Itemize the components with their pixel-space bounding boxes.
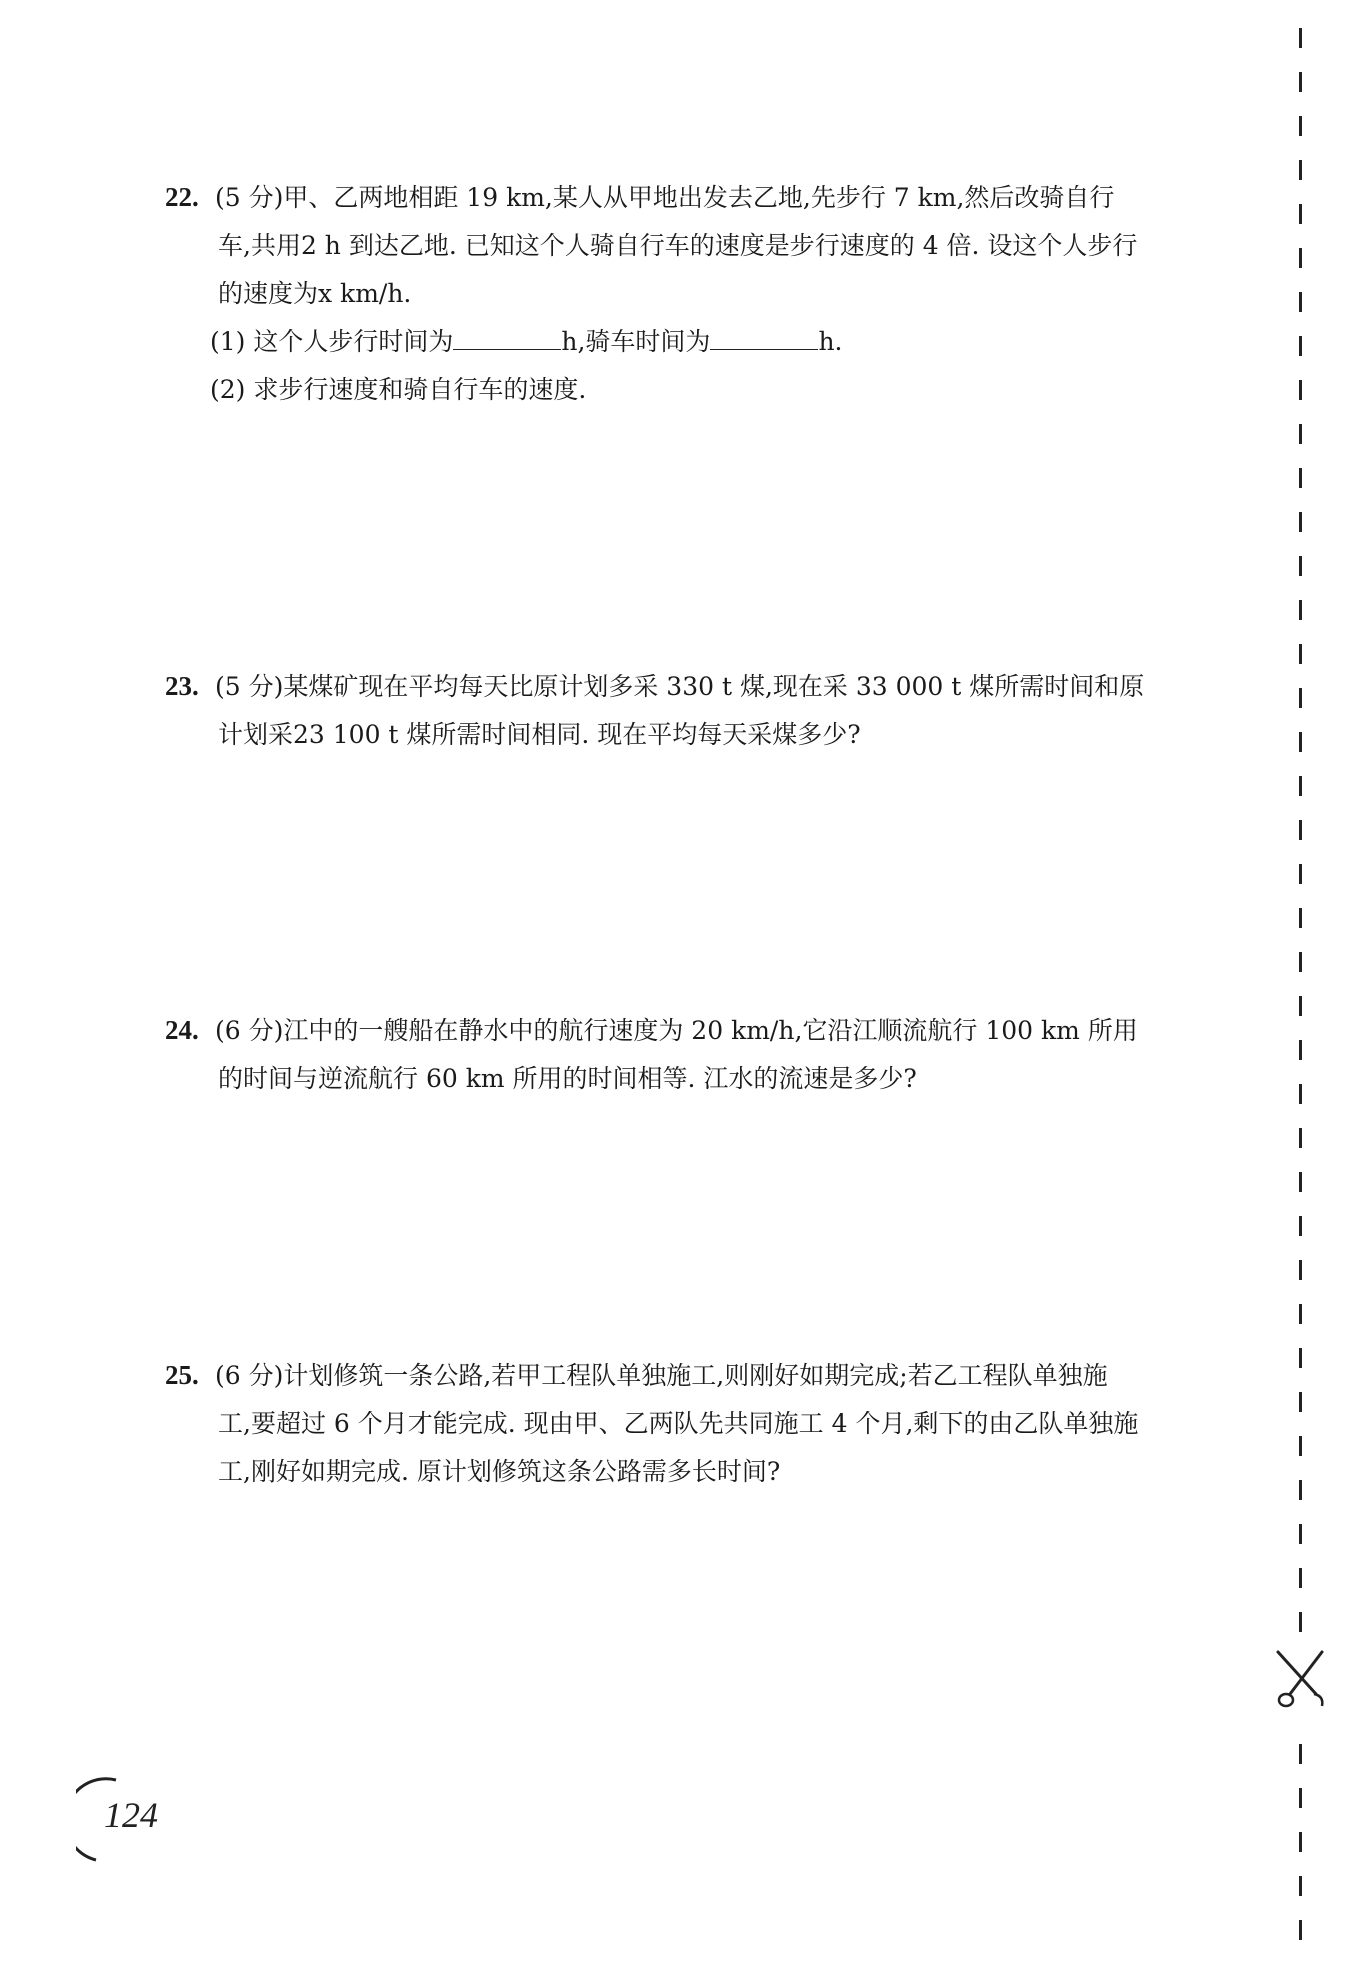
cut-line-dash (1299, 1568, 1302, 1588)
question-text-line: (5 分)某煤矿现在平均每天比原计划多采 330 t 煤,现在采 33 000 t 煤所需时间和原 (215, 672, 1145, 701)
sub-question-1 (165, 318, 1225, 366)
cut-line-dash (1299, 996, 1302, 1016)
question-22 (165, 173, 1225, 414)
cut-line-dash (1299, 1436, 1302, 1456)
cut-line-dash (1299, 1260, 1302, 1280)
cut-line-dash (1299, 72, 1302, 92)
sub-question-text: (1) 这个人步行时间为 (210, 327, 454, 356)
cut-line-dash (1299, 1216, 1302, 1236)
cut-line-dash (1299, 952, 1302, 972)
cut-line-dash (1299, 424, 1302, 444)
cut-line-dash (1299, 1876, 1302, 1896)
cut-line-dash (1299, 1744, 1302, 1764)
cut-line-dash (1299, 1084, 1302, 1104)
cut-line-dash (1299, 908, 1302, 928)
question-25 (165, 1351, 1225, 1496)
cut-line-dash (1299, 1392, 1302, 1412)
page-number: 124 (104, 1795, 158, 1835)
cut-line-dash (1299, 1612, 1302, 1632)
cut-line-dash (1299, 1348, 1302, 1368)
cut-line-dash (1299, 248, 1302, 268)
question-number: 25. (165, 1360, 199, 1390)
cut-line-dash (1299, 380, 1302, 400)
cut-line-dash (1299, 1832, 1302, 1852)
cut-line-dash (1299, 28, 1302, 48)
cut-line-dash (1299, 556, 1302, 576)
cut-line-dash (1299, 1172, 1302, 1192)
answer-blank-walk-time[interactable] (453, 327, 561, 350)
page-number-badge (76, 1776, 156, 1866)
cut-line-dash (1299, 292, 1302, 312)
question-text-line: 的时间与逆流航行 60 km 所用的时间相等. 江水的流速是多少? (218, 1064, 917, 1093)
question-number: 24. (165, 1015, 199, 1045)
cut-line-dash (1299, 204, 1302, 224)
question-23 (165, 662, 1225, 759)
cut-line-dash (1299, 1040, 1302, 1060)
sub-question-2: (2) 求步行速度和骑自行车的速度. (210, 375, 587, 404)
answer-blank-ride-time[interactable] (710, 327, 818, 350)
cut-line-dash (1299, 336, 1302, 356)
scissors-icon (1272, 1650, 1332, 1710)
cut-line-dash (1299, 600, 1302, 620)
cut-line-dash (1299, 864, 1302, 884)
sub-question-text: h,骑车时间为 (561, 327, 711, 356)
cut-line-dash (1299, 776, 1302, 796)
sub-question-text: h. (818, 327, 843, 356)
cut-line-dash (1299, 820, 1302, 840)
cut-line-dash (1299, 1480, 1302, 1500)
question-number: 23. (165, 671, 199, 701)
cut-line-dash (1299, 732, 1302, 752)
cut-line-dash (1299, 1788, 1302, 1808)
question-number: 22. (165, 182, 199, 212)
cut-line-dash (1299, 1920, 1302, 1940)
cut-line-dash (1299, 1524, 1302, 1544)
question-24 (165, 1006, 1225, 1103)
question-text-line: 计划采23 100 t 煤所需时间相同. 现在平均每天采煤多少? (218, 720, 861, 749)
cut-line-dash (1299, 468, 1302, 488)
cut-line-dash (1299, 644, 1302, 664)
question-text-line: 工,刚好如期完成. 原计划修筑这条公路需多长时间? (218, 1457, 781, 1486)
cut-line-dash (1299, 1128, 1302, 1148)
question-text-line: 的速度为x km/h. (218, 279, 412, 308)
question-text-line: (6 分)江中的一艘船在静水中的航行速度为 20 km/h,它沿江顺流航行 100 km 所用 (215, 1016, 1138, 1045)
question-text-line: (6 分)计划修筑一条公路,若甲工程队单独施工,则刚好如期完成;若乙工程队单独施 (215, 1361, 1108, 1390)
cut-line-dash (1299, 512, 1302, 532)
question-text-line: 工,要超过 6 个月才能完成. 现由甲、乙两队先共同施工 4 个月,剩下的由乙队单独施 (218, 1409, 1139, 1438)
question-text-line: 车,共用2 h 到达乙地. 已知这个人骑自行车的速度是步行速度的 4 倍. 设这个人步行 (218, 231, 1138, 260)
cut-line-dash (1299, 116, 1302, 136)
cut-line-dash (1299, 1304, 1302, 1324)
cut-line-dash (1299, 688, 1302, 708)
question-text-line: (5 分)甲、乙两地相距 19 km,某人从甲地出发去乙地,先步行 7 km,然后改骑自行 (215, 183, 1115, 212)
cut-line-dash (1299, 160, 1302, 180)
